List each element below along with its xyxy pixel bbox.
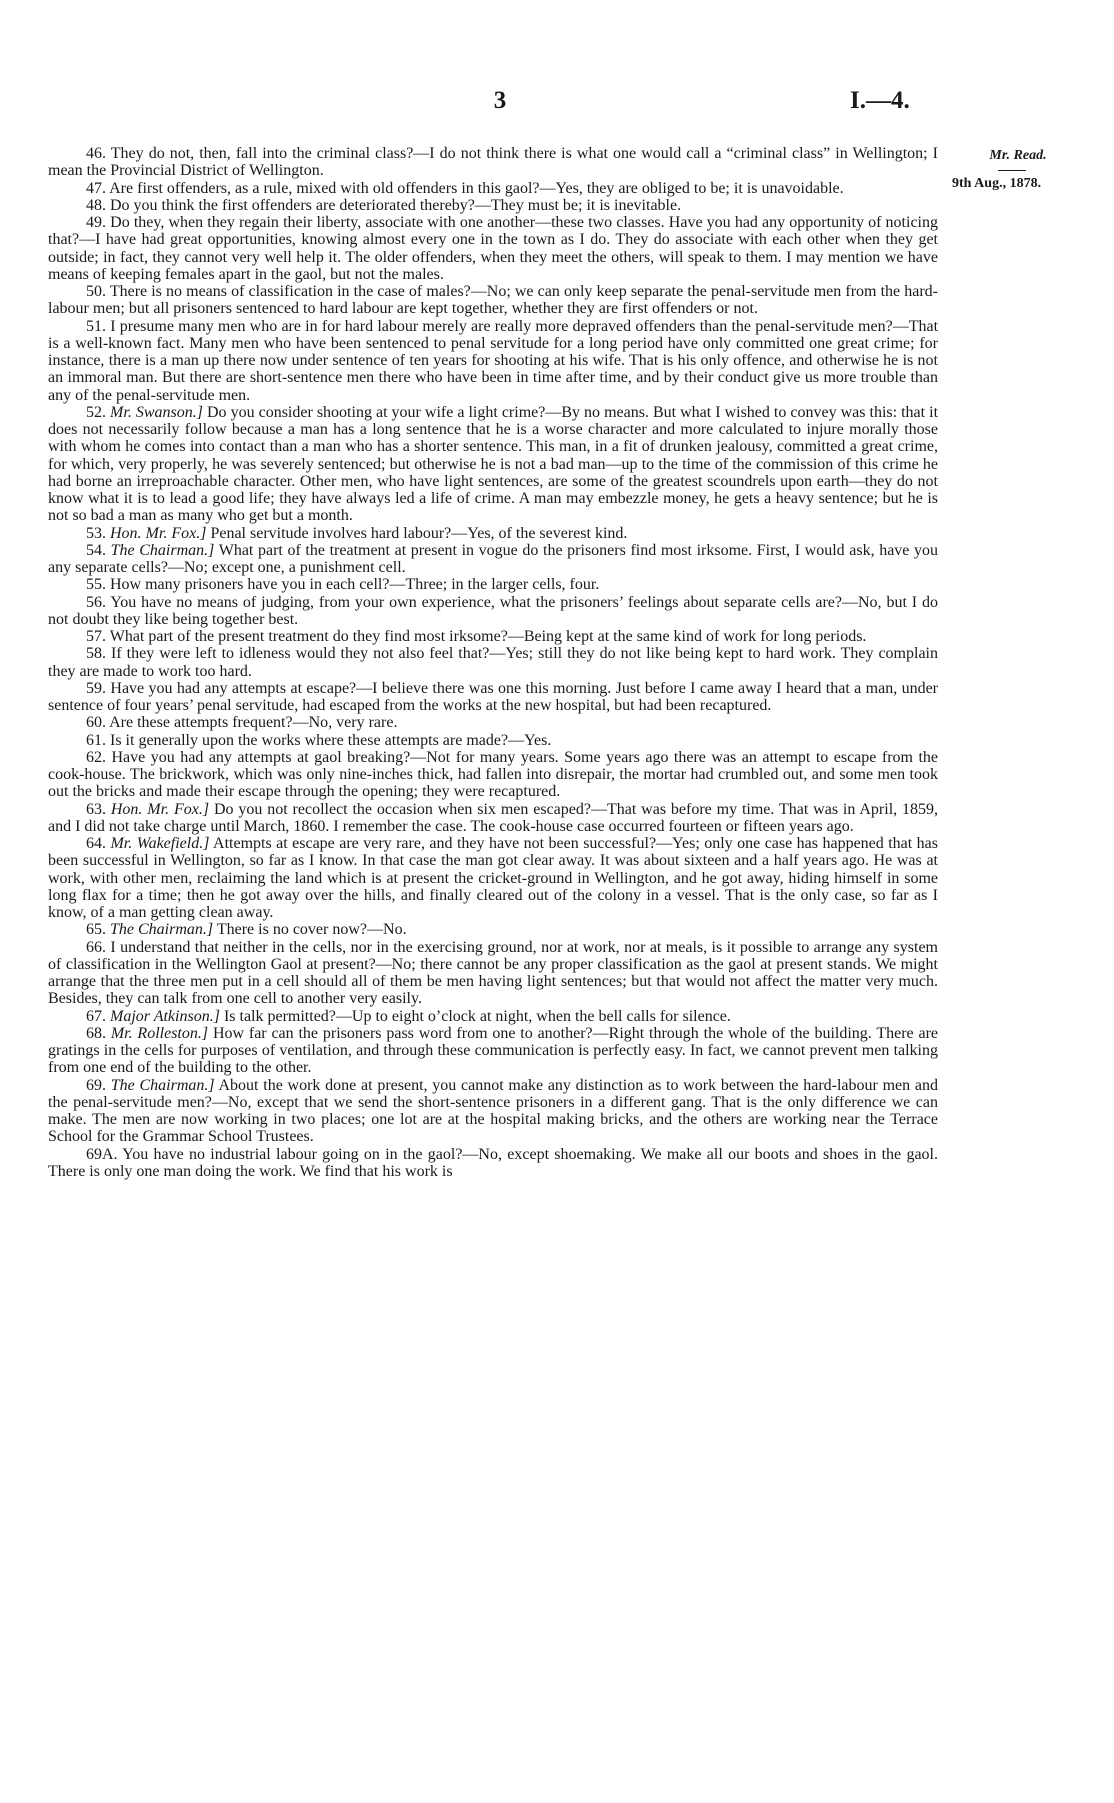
speaker-name: Hon. Mr. Fox.]: [110, 524, 207, 542]
paragraph-text: About the work done at present, you cannot make any distinction as to work between the hard-labour men and the penal-servitude men?—No, except that we send the short-sentence prisoners in a different gang. That is the only difference we can make. The men are now working in two places; one lot are at the hospital making bricks, and the others are working near the Terrace School for the Grammar School Trustees.: [48, 1076, 938, 1146]
paragraph: [48, 1008, 938, 1025]
paragraph-text: Have you had any attempts at escape?—I believe there was one this morning. Just before I came away I heard that a man, under sentence of four years’ penal servitude, had escaped from the works at the new hospital, but had been recaptured.: [48, 679, 939, 714]
paragraph: [48, 939, 938, 1008]
paragraph: [48, 732, 938, 749]
paragraph-text: I understand that neither in the cells, nor in the exercising ground, nor at work, nor at meals, is it possible to arrange any system of classification in the Wellington Gaol at present?—No; there cannot be any proper classification as the gaol at present stands. We might arrange that the three men put in a cell should all of them be men having light sentences; but that would not affect the matter very much. Besides, they can talk from one cell to another very easily.: [48, 938, 938, 1008]
hearing-date: 9th Aug., 1878.: [952, 176, 1042, 191]
page-number: 3: [493, 87, 507, 114]
paragraph: [48, 594, 938, 629]
speaker-name: Major Atkinson.]: [110, 1007, 220, 1025]
paragraph-number: 69.: [86, 1076, 106, 1094]
paragraph-number: 50.: [86, 283, 106, 300]
paragraph-text: There is no means of classification in the case of males?—No; we can only keep separate the penal-servitude men from the hard-labour men; but all prisoners sentenced to hard labour are kept together, whether they are first offenders or not.: [48, 283, 939, 318]
paragraph: [48, 283, 938, 318]
paragraph: [48, 680, 938, 715]
paragraph-number: 64.: [86, 835, 106, 852]
paragraph-number: 69A.: [86, 1145, 118, 1163]
paragraph-number: 66.: [86, 938, 106, 956]
paragraph: [48, 749, 938, 801]
paragraph-number: 61.: [86, 731, 106, 749]
paragraph-text: Penal servitude involves hard labour?—Yes, of the severest kind.: [210, 524, 628, 542]
paragraph-number: 67.: [86, 1007, 106, 1025]
paragraph-text: Is it generally upon the works where these attempts are made?—Yes.: [110, 731, 552, 749]
speaker-name: Mr. Rolleston.]: [110, 1024, 209, 1042]
paragraph-text: Do you not recollect the occasion when six men escaped?—That was before my time. That was in April, 1859, and I did not take charge until March, 1860. I remember the case. The cook-house case occurred fourteen or fifteen years ago.: [48, 800, 939, 835]
paragraph: [48, 180, 938, 197]
speaker-name: Mr. Wakefield.]: [110, 835, 210, 852]
paragraph: [48, 1146, 938, 1181]
paragraph: [48, 921, 938, 938]
paragraph-text: They do not, then, fall into the criminal class?—I do not think there is what one would call a “criminal class” in Wellington; I mean the Provincial District of Wellington.: [48, 145, 938, 180]
paragraph-number: 48.: [86, 196, 106, 214]
paragraph: [48, 835, 938, 921]
paragraph: [48, 628, 938, 645]
speaker-name: Mr. Swanson.]: [110, 403, 203, 421]
paragraph-number: 49.: [86, 214, 106, 231]
paragraph-number: 57.: [86, 628, 106, 645]
testimony-body: [48, 145, 938, 1180]
paragraph: [48, 1077, 938, 1146]
paragraph-text: I presume many men who are in for hard labour merely are really more depraved offenders than the penal-servitude men?—That is a well-known fact. Many men who have been sentenced to penal servitude for a long period have only committed one great crime; for instance, there is a man up there now under sentence of ten years for shooting at his wife. That is his only offence, and otherwise he is not an immoral man. But there are short-sentence men there who have been in time after time, and by their conduct give us more trouble than any of the penal-servitude men.: [48, 317, 939, 404]
paragraph-number: 46.: [86, 145, 106, 162]
paragraph: [48, 404, 938, 525]
paragraph: [48, 318, 938, 404]
paragraph-number: 68.: [86, 1024, 106, 1042]
speaker-name: Hon. Mr. Fox.]: [110, 800, 210, 818]
paragraph: [48, 197, 938, 214]
speaker-name: The Chairman.]: [110, 1076, 215, 1094]
paragraph: [48, 645, 938, 680]
witness-rule: [998, 170, 1026, 171]
paragraph: [48, 714, 938, 731]
witness-name: Mr. Read.: [989, 148, 1047, 163]
speaker-name: The Chairman.]: [110, 921, 214, 939]
paragraph: [48, 576, 938, 593]
paragraph-text: Do you consider shooting at your wife a light crime?—By no means. But what I wished to convey was this: that it does not necessarily follow because a man has a long sentence that he is a worse character and more calculated to injure morally those with whom he comes into contact than a man who has a shorter sentence. This man, in a fit of drunken jealousy, committed a great crime, for which, very properly, he was severely sentenced; but otherwise he is not a bad man—up to the time of the commission of this crime he had borne an irreproachable character. Other men, who have light sentences, are some of the greatest scoundrels upon earth—they do not know what it is to lead a good life; they have always led a life of crime. A man may embezzle money, he gets a heavy sentence; but he is not so bad a man as many who get but a month.: [48, 403, 939, 525]
paragraph-text: You have no industrial labour going on in the gaol?—No, except shoemaking. We make all our boots and shoes in the gaol. There is only one man doing the work. We find that his work is: [48, 1145, 938, 1180]
paragraph-number: 56.: [86, 593, 106, 611]
paragraph-text: You have no means of judging, from your own experience, what the prisoners’ feelings about separate cells are?—No, but I do not doubt they like being together best.: [48, 593, 939, 628]
paragraph-number: 58.: [86, 645, 106, 663]
paragraph-text: Attempts at escape are very rare, and they have not been successful?—Yes; only one case has happened that has been successful in Wellington, so far as I know. In that case the man got clear away. It was about sixteen and a half years ago. He was at work, with other men, reclaiming the land which is at present the cricket-ground in Wellington, and he got away, hiding himself in some long flax for a time; then he got away over the hills, and finally cleared out of the colony in a vessel. That is the only case, so far as I know, of a man getting clean away.: [48, 835, 939, 921]
paragraph-text: Do you think the first offenders are deteriorated thereby?—They must be; it is inevitable.: [110, 196, 682, 214]
paragraph: [48, 214, 938, 283]
speaker-name: The Chairman.]: [110, 541, 215, 559]
paragraph: [48, 145, 938, 180]
paragraph-text: If they were left to idleness would they not also feel that?—Yes; still they do not like being kept to hard work. They complain they are made to work too hard.: [48, 645, 938, 680]
paragraph-number: 54.: [86, 541, 106, 559]
paragraph-number: 55.: [86, 576, 106, 594]
paragraph-text: How many prisoners have you in each cell?—Three; in the larger cells, four.: [110, 576, 600, 594]
paragraph-number: 60.: [86, 714, 106, 732]
paragraph-number: 51.: [86, 317, 106, 335]
paragraph: [48, 525, 938, 542]
paragraph-number: 62.: [86, 748, 106, 766]
paragraph-text: Are first offenders, as a rule, mixed with old offenders in this gaol?—Yes, they are obliged to be; it is unavoidable.: [109, 179, 844, 197]
document-reference: I.—4.: [850, 87, 910, 114]
paragraph: [48, 542, 938, 577]
paragraph-text: Have you had any attempts at gaol breaking?—Not for many years. Some years ago there was an attempt to escape from the cook-house. The brickwork, which was only nine-inches thick, had fallen into disrepair, the mortar had crumbled out, and some men took out the bricks and made their escape through the opening; they were recaptured.: [48, 748, 939, 801]
paragraph-text: Is talk permitted?—Up to eight o’clock at night, when the bell calls for silence.: [223, 1007, 731, 1025]
paragraph-number: 63.: [86, 800, 106, 818]
paragraph: [48, 1025, 938, 1077]
paragraph-number: 53.: [86, 524, 106, 542]
paragraph-text: Are these attempts frequent?—No, very rare.: [109, 714, 398, 732]
paragraph-number: 59.: [86, 679, 106, 697]
paragraph-text: There is no cover now?—No.: [216, 921, 407, 939]
paragraph-text: How far can the prisoners pass word from one to another?—Right through the whole of the building. There are gratings in the cells for purposes of ventilation, and through these communication is perfectly easy. In fact, we cannot prevent men talking from one end of the building to the other.: [48, 1024, 938, 1077]
paragraph-text: Do they, when they regain their liberty, associate with one another—these two classes. Have you had any opportunity of noticing that?—I have had great opportunities, knowing almost every one in the town as I do. They do associate with each other when they get outside; in fact, they cannot very well help it. The older offenders, when they meet the others, will speak to them. I may mention we have means of keeping females apart in the gaol, but not the males.: [48, 214, 938, 283]
paragraph-number: 47.: [86, 179, 106, 197]
paragraph-text: What part of the present treatment do they find most irksome?—Being kept at the same kind of work for long periods.: [109, 628, 867, 645]
paragraph: [48, 801, 938, 836]
paragraph-number: 52.: [86, 403, 106, 421]
paragraph-text: What part of the treatment at present in vogue do the prisoners find most irksome. First, I would ask, have you any separate cells?—No; except one, a punishment cell.: [48, 541, 939, 576]
paragraph-number: 65.: [86, 921, 106, 939]
